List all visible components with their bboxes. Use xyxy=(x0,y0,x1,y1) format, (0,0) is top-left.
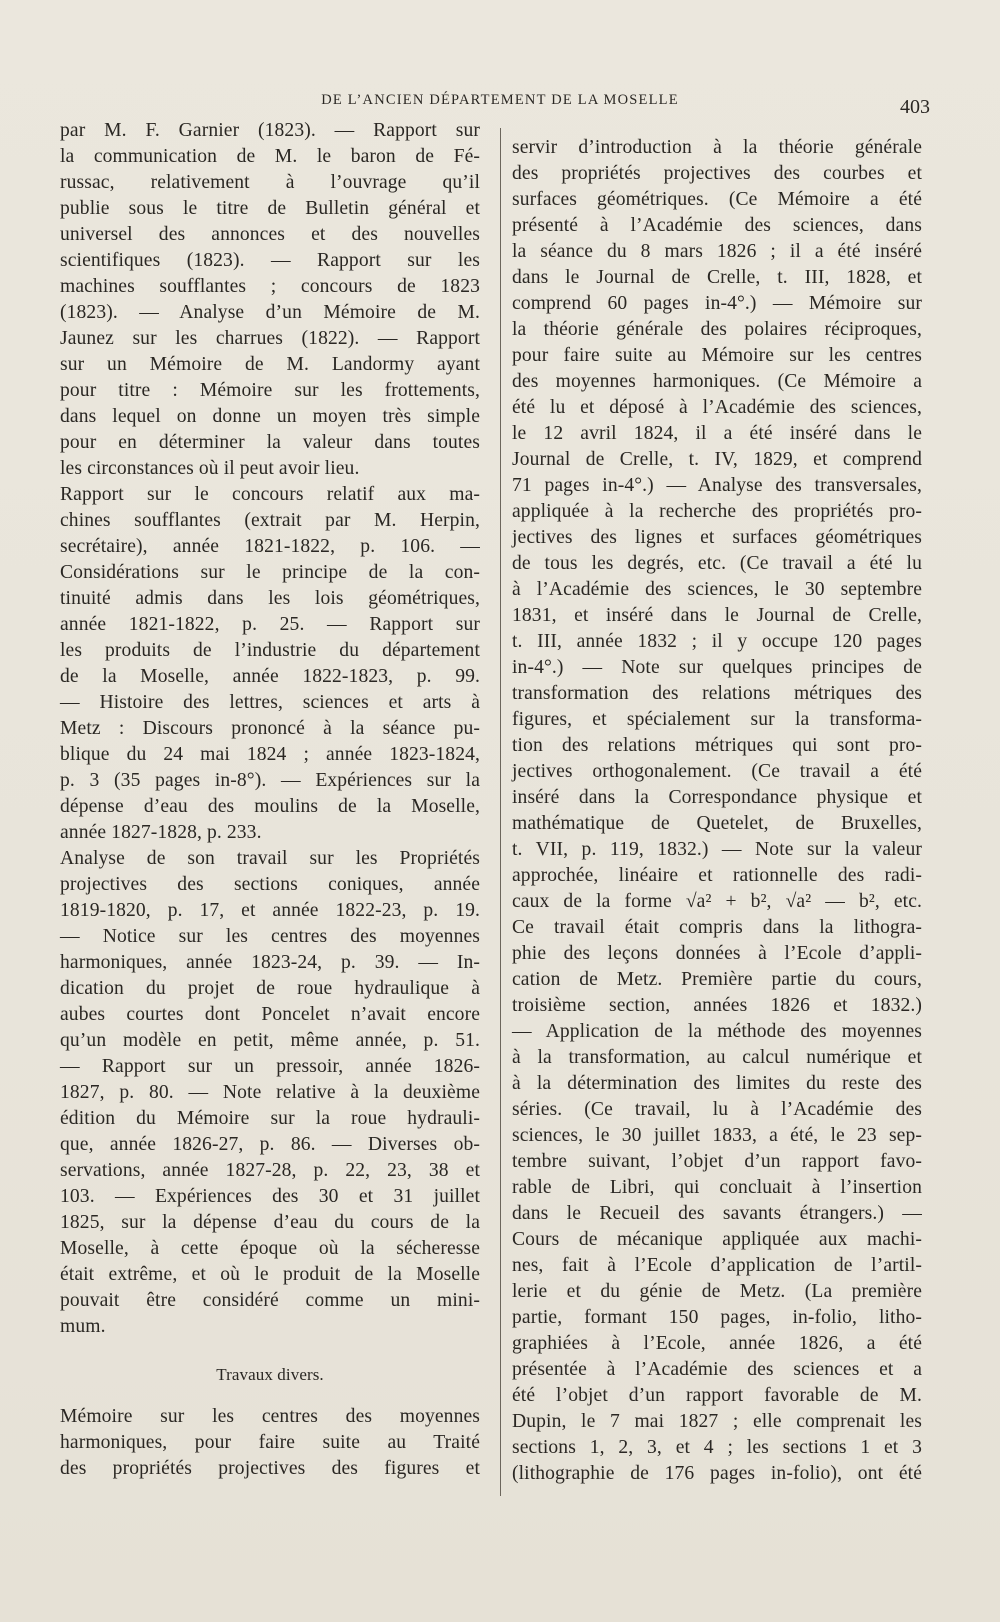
text-line: machines soufflantes ; concours de 1823 xyxy=(60,276,480,297)
text-line: des propriétés projectives des courbes et xyxy=(512,163,922,184)
text-line: pour en déterminer la valeur dans toutes xyxy=(60,432,480,453)
text-line: harmoniques, année 1823-24, p. 39. — In- xyxy=(60,952,480,973)
right-text-block xyxy=(512,135,922,1487)
text-line: dans le Recueil des savants étrangers.) — xyxy=(512,1203,922,1224)
text-line: comprend 60 pages in-4°.) — Mémoire sur xyxy=(512,293,922,314)
text-line: présenté à l’Académie des sciences, dans xyxy=(512,215,922,236)
text-line: à la détermination des limites du reste des xyxy=(512,1073,922,1094)
text-line: était extrême, et où le produit de la Moselle xyxy=(60,1264,480,1285)
text-line: publie sous le titre de Bulletin général et xyxy=(60,198,480,219)
text-line: à l’Académie des sciences, le 30 septembre xyxy=(512,579,922,600)
text-line: t. III, année 1832 ; il y occupe 120 pages xyxy=(512,631,922,652)
right-column xyxy=(512,135,922,1487)
text-line: partie, formant 150 pages, in-folio, litho- xyxy=(512,1307,922,1328)
text-line: appliquée à la recherche des propriétés pro- xyxy=(512,501,922,522)
text-line: caux de la forme √a² + b², √a² — b², etc. xyxy=(512,891,922,912)
text-line: la séance du 8 mars 1826 ; il a été inséré xyxy=(512,241,922,262)
text-line: 1819-1820, p. 17, et année 1822-23, p. 19. xyxy=(60,900,480,921)
text-line: dépense d’eau des moulins de la Moselle, xyxy=(60,796,480,817)
text-line: in-4°.) — Note sur quelques principes de xyxy=(512,657,922,678)
text-line: Moselle, à cette époque où la sécheresse xyxy=(60,1238,480,1259)
text-line: qu’un modèle en petit, même année, p. 51. xyxy=(60,1030,480,1051)
text-line: projectives des sections coniques, année xyxy=(60,874,480,895)
text-line: (1823). — Analyse d’un Mémoire de M. xyxy=(60,302,480,323)
left-text-block xyxy=(60,118,480,1340)
text-line: (lithographie de 176 pages in-folio), ont été xyxy=(512,1463,922,1484)
text-line: été lu et déposé à l’Académie des sciences, xyxy=(512,397,922,418)
text-line: Analyse de son travail sur les Propriétés xyxy=(60,848,480,869)
text-line: jectives des lignes et surfaces géométriques xyxy=(512,527,922,548)
text-line: dication du projet de roue hydraulique à xyxy=(60,978,480,999)
text-line: tion des relations métriques qui sont pro- xyxy=(512,735,922,756)
text-line: édition du Mémoire sur la roue hydrauli- xyxy=(60,1108,480,1129)
text-line: que, année 1826-27, p. 86. — Diverses ob- xyxy=(60,1134,480,1155)
text-line: tinuité admis dans les lois géométriques, xyxy=(60,588,480,609)
text-line: des moyennes harmoniques. (Ce Mémoire a xyxy=(512,371,922,392)
page-number: 403 xyxy=(900,96,930,118)
text-line: des propriétés projectives des figures et xyxy=(60,1458,480,1479)
text-line: approchée, linéaire et rationnelle des radi- xyxy=(512,865,922,886)
text-line: aubes courtes dont Poncelet n’avait encore xyxy=(60,1004,480,1025)
text-line: Rapport sur le concours relatif aux ma- xyxy=(60,484,480,505)
text-line: pouvait être considéré comme un mini- xyxy=(60,1290,480,1311)
text-line: par M. F. Garnier (1823). — Rapport sur xyxy=(60,120,480,141)
text-line: scientifiques (1823). — Rapport sur les xyxy=(60,250,480,271)
text-line: servir d’introduction à la théorie générale xyxy=(512,137,922,158)
text-line: été l’objet d’un rapport favorable de M. xyxy=(512,1385,922,1406)
text-line: troisième section, années 1826 et 1832.) xyxy=(512,995,922,1016)
section-heading: Travaux divers. xyxy=(216,1365,324,1384)
text-line: 103. — Expériences des 30 et 31 juillet xyxy=(60,1186,480,1207)
text-line: p. 3 (35 pages in-8°). — Expériences sur la xyxy=(60,770,480,791)
text-line: Jaunez sur les charrues (1822). — Rapport xyxy=(60,328,480,349)
text-line: cation de Metz. Première partie du cours, xyxy=(512,969,922,990)
text-line: le 12 avril 1824, il a été inséré dans le xyxy=(512,423,922,444)
text-line: Cours de mécanique appliquée aux machi- xyxy=(512,1229,922,1250)
text-line: présentée à l’Académie des sciences et a xyxy=(512,1359,922,1380)
text-line: graphiées à l’Ecole, année 1826, a été xyxy=(512,1333,922,1354)
text-line: de la Moselle, année 1822-1823, p. 99. xyxy=(60,666,480,687)
text-line: année 1821-1822, p. 25. — Rapport sur xyxy=(60,614,480,635)
text-line: russac, relativement à l’ouvrage qu’il xyxy=(60,172,480,193)
column-divider xyxy=(500,128,501,1496)
text-line: surfaces géométriques. (Ce Mémoire a été xyxy=(512,189,922,210)
text-line: figures, et spécialement sur la transforma- xyxy=(512,709,922,730)
text-line: tembre suivant, l’objet d’un rapport favo- xyxy=(512,1151,922,1172)
text-line: à la transformation, au calcul numérique et xyxy=(512,1047,922,1068)
text-line: mathématique de Quetelet, de Bruxelles, xyxy=(512,813,922,834)
text-line: séries. (Ce travail, lu à l’Académie des xyxy=(512,1099,922,1120)
text-line: harmoniques, pour faire suite au Traité xyxy=(60,1432,480,1453)
text-line: Metz : Discours prononcé à la séance pu- xyxy=(60,718,480,739)
text-line: t. VII, p. 119, 1832.) — Note sur la valeur xyxy=(512,839,922,860)
text-line: 1827, p. 80. — Note relative à la deuxième xyxy=(60,1082,480,1103)
left-column xyxy=(60,118,480,1482)
text-line: secrétaire), année 1821-1822, p. 106. — xyxy=(60,536,480,557)
text-line: — Application de la méthode des moyennes xyxy=(512,1021,922,1042)
text-line: pour titre : Mémoire sur les frottements, xyxy=(60,380,480,401)
text-line: blique du 24 mai 1824 ; année 1823-1824, xyxy=(60,744,480,765)
text-line: dans lequel on donne un moyen très simple xyxy=(60,406,480,427)
text-line: — Rapport sur un pressoir, année 1826- xyxy=(60,1056,480,1077)
text-line: Journal de Crelle, t. IV, 1829, et comprend xyxy=(512,449,922,470)
text-line: Ce travail était compris dans la lithogra- xyxy=(512,917,922,938)
text-line: chines soufflantes (extrait par M. Herpin, xyxy=(60,510,480,531)
text-line: sections 1, 2, 3, et 4 ; les sections 1 et 3 xyxy=(512,1437,922,1458)
text-line: pour faire suite au Mémoire sur les centres xyxy=(512,345,922,366)
text-line: dans le Journal de Crelle, t. III, 1828, et xyxy=(512,267,922,288)
text-line: mum. xyxy=(60,1316,106,1337)
text-line: jectives orthogonalement. (Ce travail a été xyxy=(512,761,922,782)
text-line: lerie et du génie de Metz. (La première xyxy=(512,1281,922,1302)
text-line: de tous les degrés, etc. (Ce travail a été lu xyxy=(512,553,922,574)
text-line: sur un Mémoire de M. Landormy ayant xyxy=(60,354,480,375)
text-line: sciences, le 30 juillet 1833, a été, le 23 sep- xyxy=(512,1125,922,1146)
text-line: servations, année 1827-28, p. 22, 23, 38 et xyxy=(60,1160,480,1181)
left-text-block-2 xyxy=(60,1404,480,1482)
text-line: — Notice sur les centres des moyennes xyxy=(60,926,480,947)
text-line: Dupin, le 7 mai 1827 ; elle comprenait les xyxy=(512,1411,922,1432)
text-line: transformation des relations métriques des xyxy=(512,683,922,704)
running-head: DE L’ANCIEN DÉPARTEMENT DE LA MOSELLE xyxy=(321,92,679,108)
text-line: phie des leçons données à l’Ecole d’appli- xyxy=(512,943,922,964)
text-line: année 1827-1828, p. 233. xyxy=(60,822,262,843)
text-line: 71 pages in-4°.) — Analyse des transversales, xyxy=(512,475,922,496)
text-line: la communication de M. le baron de Fé- xyxy=(60,146,480,167)
text-line: 1831, et inséré dans le Journal de Crelle, xyxy=(512,605,922,626)
text-line: nes, fait à l’Ecole d’application de l’artil- xyxy=(512,1255,922,1276)
text-line: Mémoire sur les centres des moyennes xyxy=(60,1406,480,1427)
text-line: — Histoire des lettres, sciences et arts à xyxy=(60,692,480,713)
text-line: la théorie générale des polaires réciproques, xyxy=(512,319,922,340)
text-line: 1825, sur la dépense d’eau du cours de la xyxy=(60,1212,480,1233)
text-line: rable de Libri, qui concluait à l’insertion xyxy=(512,1177,922,1198)
text-line: inséré dans la Correspondance physique et xyxy=(512,787,922,808)
text-line: universel des annonces et des nouvelles xyxy=(60,224,480,245)
text-line: les produits de l’industrie du département xyxy=(60,640,480,661)
text-line: Considérations sur le principe de la con- xyxy=(60,562,480,583)
text-line: les circonstances où il peut avoir lieu. xyxy=(60,458,360,479)
